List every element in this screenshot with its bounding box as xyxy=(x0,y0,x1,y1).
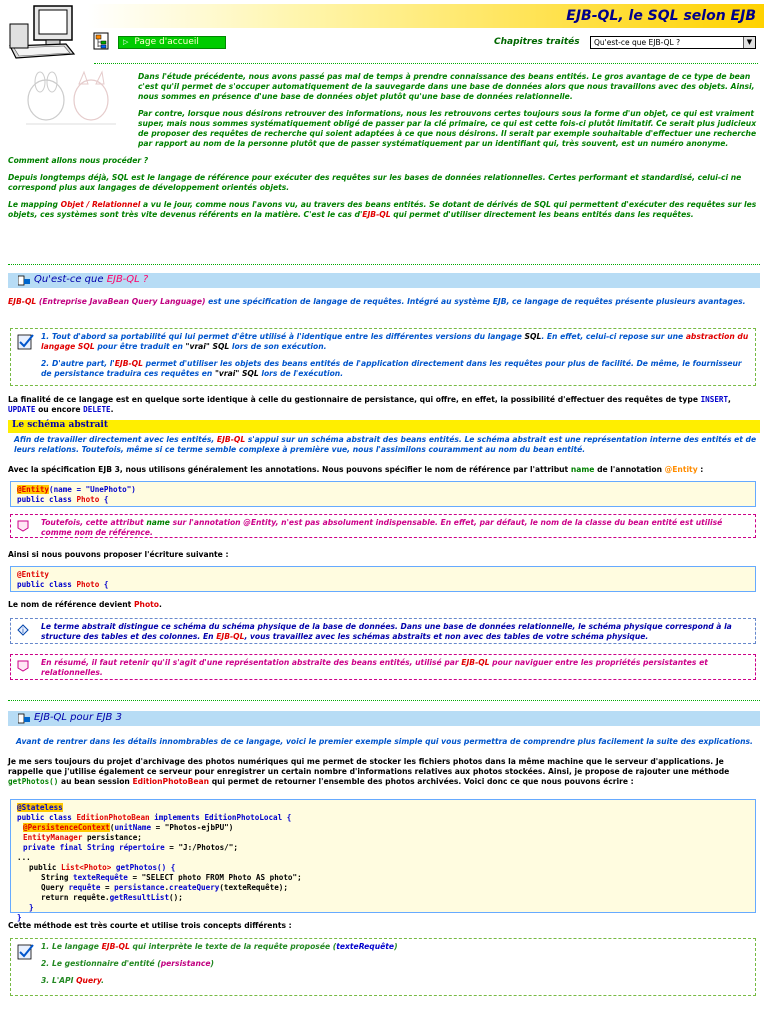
nomref-paragraph: Le nom de référence devient Photo. xyxy=(8,600,162,609)
code-block: @Stateless public class EditionPhotoBean implements EditionPhotoLocal { @PersistenceContext(unitName = "Photos-ejbPU") EntityManager persistance; private final String répertoire = "J:/Photos/"; ... public List<Photo> getPhotos() { String texteRequête = "SELECT photo FROM Photo AS photo"; Query requête = persistance.createQuery(texteRequête); return requête.getResultList(); } } xyxy=(10,799,756,913)
summary-box: En résumé, il faut retenir qu'il s'agit d'une représentation abstraite des beans entités, utilisé par EJB-QL pour naviguer entre les propriétés persistantes et relationnelles. xyxy=(10,654,756,680)
home-button-label: Page d'accueil xyxy=(134,37,199,47)
document-tree-icon[interactable] xyxy=(93,32,109,50)
checkmark-icon xyxy=(17,333,35,351)
subsection-title: Le schéma abstrait xyxy=(12,420,108,430)
section-header-ejbql xyxy=(8,273,760,288)
spec-paragraph: Avec la spécification EJB 3, nous utilisons généralement les annotations. Nous pouvons spécifier le nom de référence par l'attribut name de l'annotation @Entity : xyxy=(8,465,704,474)
intro-paragraph: Par contre, lorsque nous désirons retrouver des informations, nous les retrouvons certes toujours sous la forme d'un objet, ce qui est vraiment super, mais nous sommes systématiquement obligé de passer par la clé primaire, ce qui est cette fois-ci plutôt limitatif. Ce serait plus judicieux de proposer des requêtes de recherche qui soient adaptées à ce que nous désirons. Il serait par exemple souhaitable d'effectuer une recherche par rapport au nom de la personne plutôt que de passer systématiquement par un identifiant qui, très souvent, est un numéro anonyme. xyxy=(138,109,757,148)
list-item: 3. L'API Query. xyxy=(41,976,104,985)
list-item: 1. Le langage EJB-QL qui interprète le texte de la requête proposée (texteRequête) xyxy=(41,942,398,951)
code-block: @Entity public class Photo { xyxy=(10,566,756,592)
intro-paragraph: Le mapping Objet / Relationnel a vu le jour, comme nous l'avons vu, au travers des beans entités. Se dotant de dérivés de SQL qui permettent d'exécuter des requêtes sur les objets, ces systèmes sont très vite devenus référents en la matière. C'est le cas d'EJB-QL qui permet d'utiliser directement les beans entités dans les requêtes. xyxy=(8,200,757,219)
ainsi-paragraph: Ainsi si nous pouvons proposer l'écriture suivante : xyxy=(8,550,229,559)
title-bar xyxy=(88,4,764,28)
finalite-paragraph: La finalité de ce langage est en quelque sorte identique à celle du gestionnaire de persistance, qui offre, en effet, la possibilité d'effectuer des requêtes de type INSERT, UPDATE ou encore DELETE. xyxy=(8,395,731,414)
divider xyxy=(8,700,760,701)
chapter-select-value: Qu'est-ce que EJB-QL ? xyxy=(594,38,681,47)
checkmark-icon xyxy=(17,943,35,961)
subsection-header-schema xyxy=(8,420,760,433)
intro-question: Comment allons nous procéder ? xyxy=(8,156,149,165)
schema-intro: Afin de travailler directement avec les entités, EJB-QL s'appui sur un schéma abstrait des beans entités. Le schéma abstrait est une représentation interne des entités et de leurs relations. Toutefois, même si ce terme semble complexe à première vue, nous l'assimilons couramment au nom du bean entité. xyxy=(14,435,757,454)
note-icon xyxy=(17,520,29,532)
chevron-down-icon[interactable]: ▼ xyxy=(743,37,755,48)
link-objet-relationnel[interactable]: Objet / Relationnel xyxy=(60,200,141,209)
advantages-box xyxy=(10,328,756,386)
list-item: 2. D'autre part, l'EJB-QL permet d'utiliser les objets des beans entités de l'application directement dans les requêtes pour plus de facilité. De même, le fournisseur de persistance traduira ces requêtes en "vrai" SQL lors de l'exécution. xyxy=(41,359,742,378)
list-item: 2. Le gestionnaire d'entité (persistance) xyxy=(41,959,214,968)
home-button[interactable] xyxy=(118,36,226,49)
note-icon xyxy=(17,660,29,672)
ejbql-definition: EJB-QL (Entreprise JavaBean Query Language) est une spécification de langage de requêtes. Intégré au système EJB, ce langage de requêtes présente plusieurs avantages. xyxy=(8,297,746,306)
intro-paragraph: Dans l'étude précédente, nous avons passé pas mal de temps à prendre connaissance des beans entités. Le gros avantage de ce type de bean c'est qu'il permet de s'occuper automatiquement de la sauvegarde dans une base de données alors que nous travaillons avec des objets. Ainsi, nous sommes en présence d'une base de données objet plutôt qu'une base de données relationnelle. xyxy=(138,72,755,101)
svg-text:i: i xyxy=(22,627,24,635)
note-box: Toutefois, cette attribut name sur l'annotation @Entity, n'est pas absolument indispensable. En effet, par défaut, le nom de la classe du bean entité est utilisé comme nom de référence. xyxy=(10,514,756,538)
page-title: EJB-QL, le SQL selon EJB xyxy=(566,8,756,24)
info-icon xyxy=(17,624,29,636)
section2-intro: Avant de rentrer dans les détails innombrables de ce langage, voici le premier exemple simple qui vous permettra de comprendre plus facilement la suite des explications. xyxy=(16,737,753,746)
computer-icon xyxy=(6,4,78,64)
concepts-paragraph: Cette méthode est très courte et utilise trois concepts différents : xyxy=(8,921,292,930)
section-header-ejb3 xyxy=(8,711,760,726)
project-paragraph: Je me sers toujours du projet d'archivage des photos numériques qui me permet de stocker les fichiers photos dans la même machine que le serveur d'applications. Je rappelle que j'utilise également ce serveur pour enregistrer un certain nombre d'informations relatives aux photos stockées. Ainsi, je propose de rajouter une méthode getPhotos() au bean session EditionPhotoBean qui permet de retourner l'ensemble des photos archivées. Voici donc ce que nous pouvons écrire : xyxy=(8,757,730,786)
section-title: EJB-QL pour EJB 3 xyxy=(34,712,122,723)
section-icon xyxy=(18,275,30,286)
code-block: @Entity(name = "UnePhoto") public class Photo { xyxy=(10,481,756,507)
concepts-box xyxy=(10,938,756,996)
divider xyxy=(8,264,760,265)
section-title: Qu'est-ce que EJB-QL ? xyxy=(34,274,149,285)
list-item: 1. Tout d'abord sa portabilité qui lui permet d'être utilisé à l'identique entre les différentes versions du langage SQL. En effet, celui-ci repose sur une abstraction du langage SQL pour être traduit en "vrai" SQL lors de son exécution. xyxy=(41,332,749,351)
chapter-select[interactable] xyxy=(590,36,756,49)
intro-paragraph: Depuis longtemps déjà, SQL est le langage de référence pour exécuter des requêtes sur les bases de données relationnelles. Certes performant et standardisé, celui-ci ne correspond plus aux langages de développement orientés objets. xyxy=(8,173,742,192)
page-header xyxy=(0,0,768,70)
section-icon xyxy=(18,713,30,724)
chapters-label: Chapitres traités xyxy=(494,37,580,47)
info-box: i Le terme abstrait distingue ce schéma du schéma physique de la base de données. Dans une base de données relationnelle, le schéma physique correspond à la structure des tables et des colonnes. En EJB-QL, vous travaillez avec les schémas abstraits et non avec des tables de votre schéma physique. xyxy=(10,618,756,644)
play-icon: ▷ xyxy=(123,38,129,46)
divider xyxy=(94,63,758,64)
intro-section xyxy=(8,72,760,227)
